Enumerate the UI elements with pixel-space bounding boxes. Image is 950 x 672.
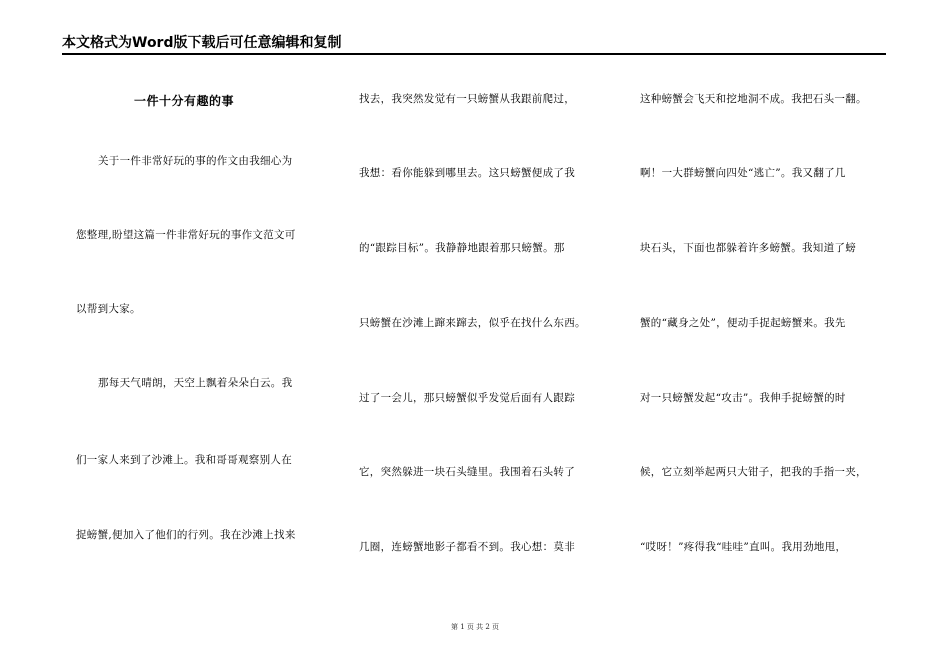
paragraph-line: 它，突然躲进一块石头缝里。我围着石头转了 (359, 466, 575, 478)
paragraph-line: 只螃蟹在沙滩上蹿来蹿去，似乎在找什么东西。 (359, 317, 586, 329)
paragraph-line: 我想：看你能躲到哪里去。这只螃蟹便成了我 (359, 167, 575, 179)
header-title: 本文格式为Word版下载后可任意编辑和复制 (62, 35, 342, 51)
page-number: 第 1 页 共 2 页 (450, 623, 500, 631)
paragraph-line: 过了一会儿，那只螃蟹似乎发觉后面有人跟踪 (359, 392, 575, 404)
document-title: 一件十分有趣的事 (134, 94, 235, 108)
page-header (62, 33, 886, 55)
paragraph-line: 这种螃蟹会飞天和挖地洞不成。我把石头一翻。 (640, 93, 867, 105)
paragraph-line: 的“跟踪目标”。我静静地跟着那只螃蟹。那 (359, 242, 565, 254)
paragraph-line: “哎呀！”疼得我“哇哇”直叫。我用劲地甩， (640, 541, 847, 553)
paragraph-line: 几圈，连螃蟹地影子都看不到。我心想：莫非 (359, 541, 575, 553)
paragraph-line: 您整理,盼望这篇一件非常好玩的事作文范文可 (76, 229, 296, 241)
paragraph-line: 候，它立刻举起两只大钳子，把我的手指一夹， (640, 466, 867, 478)
paragraph-line: 蟹的“藏身之处”，便动手捉起螃蟹来。我先 (640, 317, 846, 329)
paragraph-line: 找去，我突然发觉有一只螃蟹从我跟前爬过， (359, 93, 575, 105)
paragraph-line: 关于一件非常好玩的事的作文由我细心为 (98, 155, 293, 167)
paragraph-line: 以帮到大家。 (76, 303, 141, 315)
paragraph-line: 块石头，下面也都躲着许多螃蟹。我知道了螃 (640, 242, 856, 254)
paragraph-line: 对一只螃蟹发起“攻击”。我伸手捉螃蟹的时 (640, 392, 846, 404)
paragraph-line: 那每天气晴朗，天空上飘着朵朵白云。我 (98, 377, 293, 389)
paragraph-line: 捉螃蟹,便加入了他们的行列。我在沙滩上找来 (76, 529, 296, 541)
paragraph-line: 们一家人来到了沙滩上。我和哥哥观察别人在 (76, 454, 292, 466)
paragraph-line: 啊！一大群螃蟹向四处“逃亡”。我又翻了几 (640, 167, 846, 179)
